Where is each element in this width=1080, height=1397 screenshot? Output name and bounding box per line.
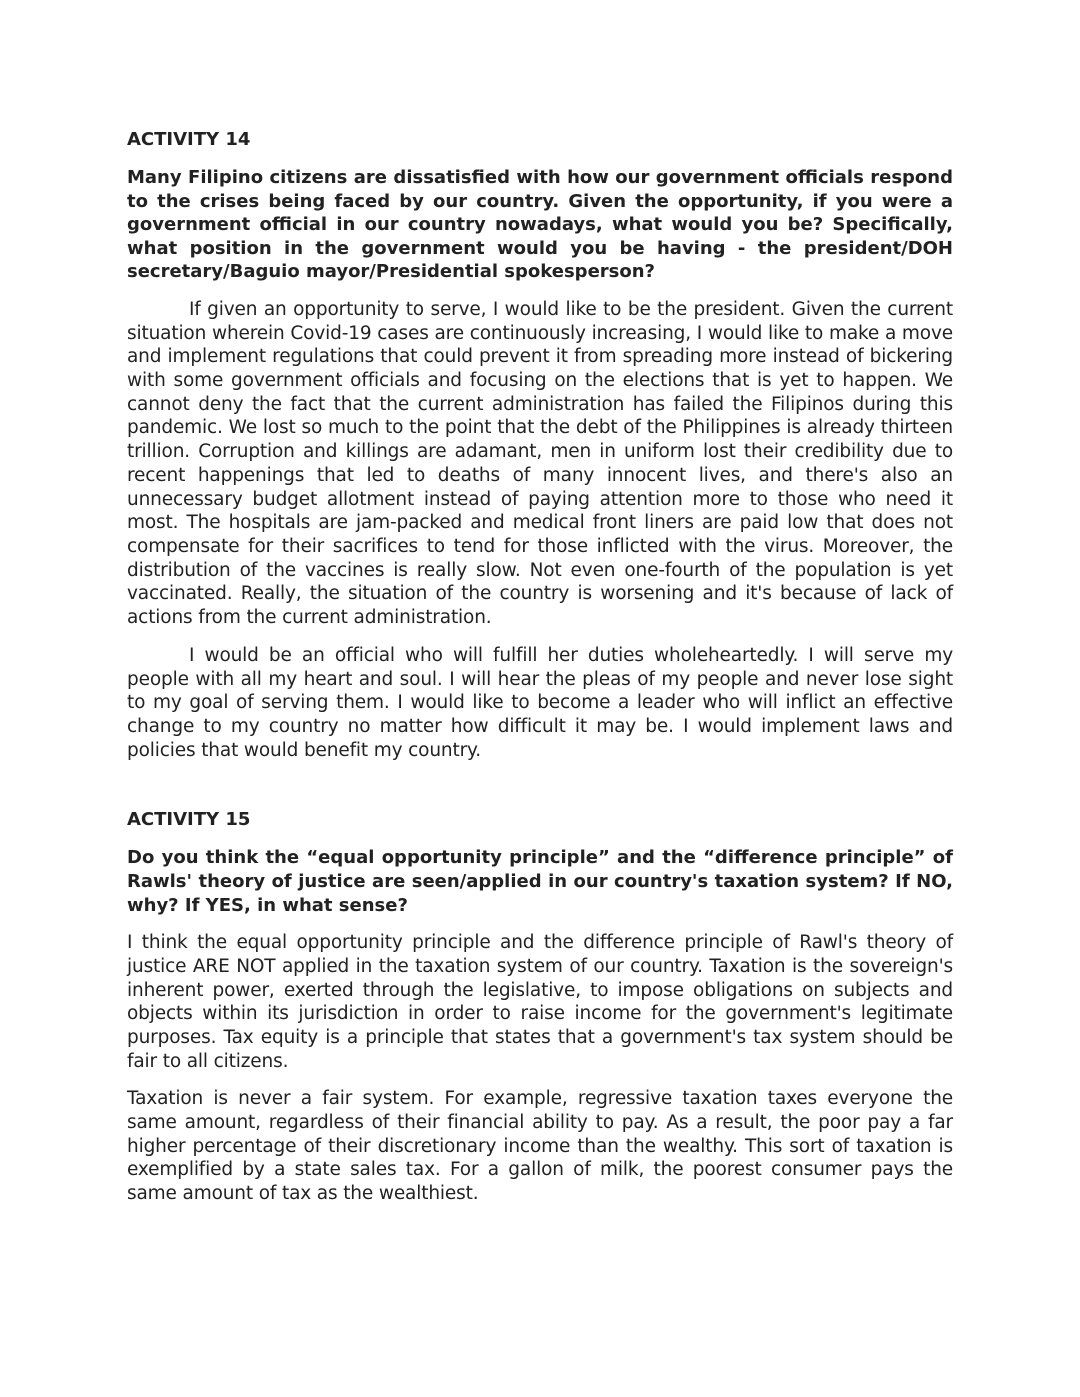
activity-14-section [127, 128, 953, 762]
activity-15-section [127, 808, 953, 1206]
activity-15-answer-paragraph-2: Taxation is never a fair system. For example, regressive taxation taxes everyone the same amount, regardless of their financial ability to pay. As a result, the poor pay a far higher percentage of their discretionary income than the wealthy. This sort of taxation is exemplified by a state sales tax. For a gallon of milk, the poorest consumer pays the same amount of tax as the wealthiest. [127, 1088, 953, 1205]
activity-15-answer-paragraph-1: I think the equal opportunity principle and the difference principle of Rawl's theory of justice ARE NOT applied in the taxation system of our country. Taxation is the sovereign's inherent power, exerted through the legislative, to impose obligations on subjects and objects within its jurisdiction in order to raise income for the government's legitimate purposes. Tax equity is a principle that states that a government's tax system should be fair to all citizens. [127, 932, 953, 1072]
activity-15-question: Do you think the “equal opportunity principle” and the “difference principle” of Rawls' theory of justice are seen/applied in our country's taxation system? If NO, why? If YES, in what sense? [127, 847, 953, 916]
activity-14-question: Many Filipino citizens are dissatisfied with how our government officials respond to the crises being faced by our country. Given the opportunity, if you were a government official in our country nowadays, what would you be? Specifically, what position in the government would you be having - the president/DOH secretary/Baguio mayor/Presidential spokesperson? [127, 167, 953, 283]
activity-14-answer-paragraph-2: I would be an official who will fulfill her duties wholeheartedly. I will serve my people with all my heart and soul. I will hear the pleas of my people and never lose sight to my goal of serving them. I would like to become a leader who will inflict an effective change to my country no matter how difficult it may be. I would implement laws and policies that would benefit my country. [127, 644, 953, 761]
activity-14-answer-paragraph-1: If given an opportunity to serve, I would like to be the president. Given the current situation wherein Covid-19 cases are continuously increasing, I would like to make a move and implement regulations that could prevent it from spreading more instead of bickering with some government officials and focusing on the elections that is yet to happen. We cannot deny the fact that the current administration has failed the Filipinos during this pandemic. We lost so much to the point that the debt of the Philippines is already thirteen trillion. Corruption and killings are adamant, men in uniform lost their credibility due to recent happenings that led to deaths of many innocent lives, and there's also an unnecessary budget allotment instead of paying attention more to those who need it most. The hospitals are jam-packed and medical front liners are paid low that does not compensate for their sacrifices to tend for those inflicted with the virus. Moreover, the distribution of the vaccines is really slow. Not even one-fourth of the population is yet vaccinated. Really, the situation of the country is worsening and it's because of lack of actions from the current administration. [127, 298, 953, 629]
activity-14-heading: ACTIVITY 14 [127, 129, 251, 150]
activity-15-heading: ACTIVITY 15 [127, 809, 251, 831]
document-page [127, 128, 953, 1206]
